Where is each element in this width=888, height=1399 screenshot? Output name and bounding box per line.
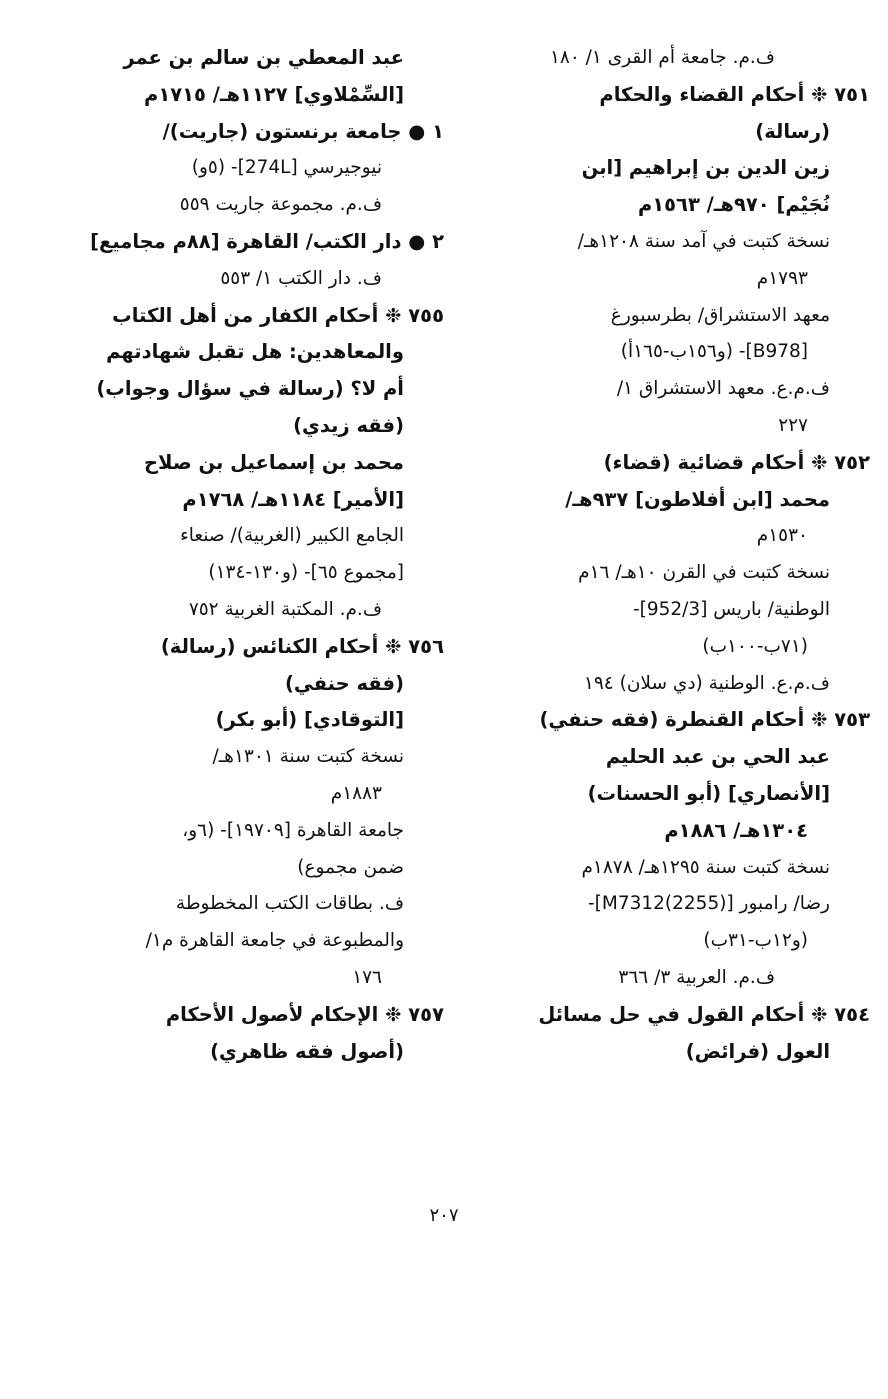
left-column-line: عبد المعطي بن سالم بن عمر (123, 46, 404, 69)
right-column-line: نسخة كتبت في آمد سنة ١٢٠٨هـ/ (577, 230, 830, 252)
right-column-line: العول (فرائض) (685, 1039, 830, 1063)
right-column-line: نسخة كتبت سنة ١٢٩٥هـ/ ١٨٧٨م (581, 856, 830, 878)
left-column-line: ١٨٨٣م (330, 782, 382, 804)
right-column-line: (٧١ب-١٠٠ب) (702, 635, 808, 657)
left-column-line: ١ ● جامعة برنستون (جاريت)/ (162, 119, 444, 143)
left-column-line: محمد بن إسماعيل بن صلاح (143, 450, 404, 474)
right-column-line: زين الدين بن إبراهيم [ابن (581, 156, 830, 180)
left-column-line: والمطبوعة في جامعة القاهرة م١/ (145, 930, 404, 952)
right-column (455, 40, 870, 1070)
right-column-line: الوطنية/ باريس [952/3]- (632, 598, 830, 620)
right-column-line: نسخة كتبت في القرن ١٠هـ/ ١٦م (578, 562, 830, 584)
left-column-line: الجامع الكبير (الغربية)/ صنعاء (180, 525, 404, 547)
left-column-line: (فقه زيدي) (293, 413, 404, 437)
left-column (54, 40, 444, 1070)
left-column-line: (فقه حنفي) (284, 671, 404, 695)
right-column-line: ٧٥٢ ❉ أحكام قضائية (قضاء) (603, 450, 870, 474)
right-column-line: ٧٥١ ❉ أحكام القضاء والحكام (599, 82, 870, 106)
right-column-line: [الأنصاري] (أبو الحسنات) (587, 781, 830, 805)
right-column-line: ١٥٣٠م (756, 525, 808, 547)
right-column-line: ١٣٠٤هـ/ ١٨٨٦م (664, 818, 808, 842)
right-column-line: ف.م. جامعة أم القرى ١/ ١٨٠ (549, 47, 775, 68)
left-column-line: [الأمير] ١١٨٤هـ/ ١٧٦٨م (182, 487, 404, 511)
left-column-line: ٢ ● دار الكتب/ القاهرة [٨٨م مجاميع] (90, 229, 444, 253)
left-column-line: ف. بطاقات الكتب المخطوطة (175, 893, 404, 915)
left-column-line: (أصول فقه ظاهري) (210, 1039, 404, 1063)
left-column-line: نسخة كتبت سنة ١٣٠١هـ/ (212, 746, 404, 768)
left-column-line: [السِّمْلاوي] ١١٢٧هـ/ ١٧١٥م (144, 82, 404, 106)
left-column-line: أم لا؟ (رسالة في سؤال وجواب) (96, 377, 404, 401)
left-column-line: ف.م. مجموعة جاريت ٥٥٩ (179, 194, 382, 216)
right-column-line: (رسالة) (755, 119, 830, 143)
right-column-line: رضا/ رامبور [M7312(2255)]- (587, 893, 830, 915)
left-column-line: ٧٥٦ ❉ أحكام الكنائس (رسالة) (160, 634, 444, 658)
right-column-line: نُجَيْم] ٩٧٠هـ/ ١٥٦٣م (637, 193, 830, 217)
left-column-line: ١٧٦ (352, 966, 382, 988)
left-column-line: جامعة القاهرة [١٩٧٠٩]- (٦و، (182, 819, 404, 841)
right-column-line: ٧٥٣ ❉ أحكام القنطرة (فقه حنفي) (539, 708, 870, 732)
right-column-line: محمد [ابن أفلاطون] ٩٣٧هـ/ (565, 487, 830, 511)
right-column-line: ٢٢٧ (778, 414, 808, 436)
left-column-line: [التوقادي] (أبو بكر) (215, 708, 404, 732)
right-column-line: عبد الحي بن عبد الحليم (605, 745, 830, 769)
right-column-line: معهد الاستشراق/ بطرسبورغ (610, 304, 830, 326)
right-column-line: (و١٢ب-٣١ب) (703, 930, 808, 952)
left-column-line: نيوجيرسي [274L]- (٥و) (191, 157, 382, 179)
left-column-line: ضمن مجموع) (297, 856, 404, 878)
right-column-line: ف.م. العربية ٣/ ٣٦٦ (618, 966, 775, 988)
left-column-line: ف.م. المكتبة الغربية ٧٥٢ (188, 598, 382, 620)
page-number: ٢٠٧ (429, 1205, 459, 1226)
right-column-line: ف.م.ع. معهد الاستشراق ١/ (616, 378, 830, 400)
left-column-line: [مجموع ٦٥]- (و١٣٠-١٣٤) (208, 562, 404, 584)
left-column-line: والمعاهدين: هل تقبل شهادتهم (106, 340, 404, 364)
left-column-line: ٧٥٥ ❉ أحكام الكفار من أهل الكتاب (112, 303, 444, 327)
left-column-line: ٧٥٧ ❉ الإحكام لأصول الأحكام (165, 1002, 444, 1026)
right-column-line: [B978]- (و١٥٦ب-١٦٥أ) (620, 341, 808, 363)
right-column-line: ٧٥٤ ❉ أحكام القول في حل مسائل (538, 1002, 870, 1026)
right-column-line: ١٧٩٣م (756, 267, 808, 289)
left-column-line: ف. دار الكتب ١/ ٥٥٣ (220, 267, 382, 289)
right-column-line: ف.م.ع. الوطنية (دي سلان) ١٩٤ (583, 672, 830, 694)
